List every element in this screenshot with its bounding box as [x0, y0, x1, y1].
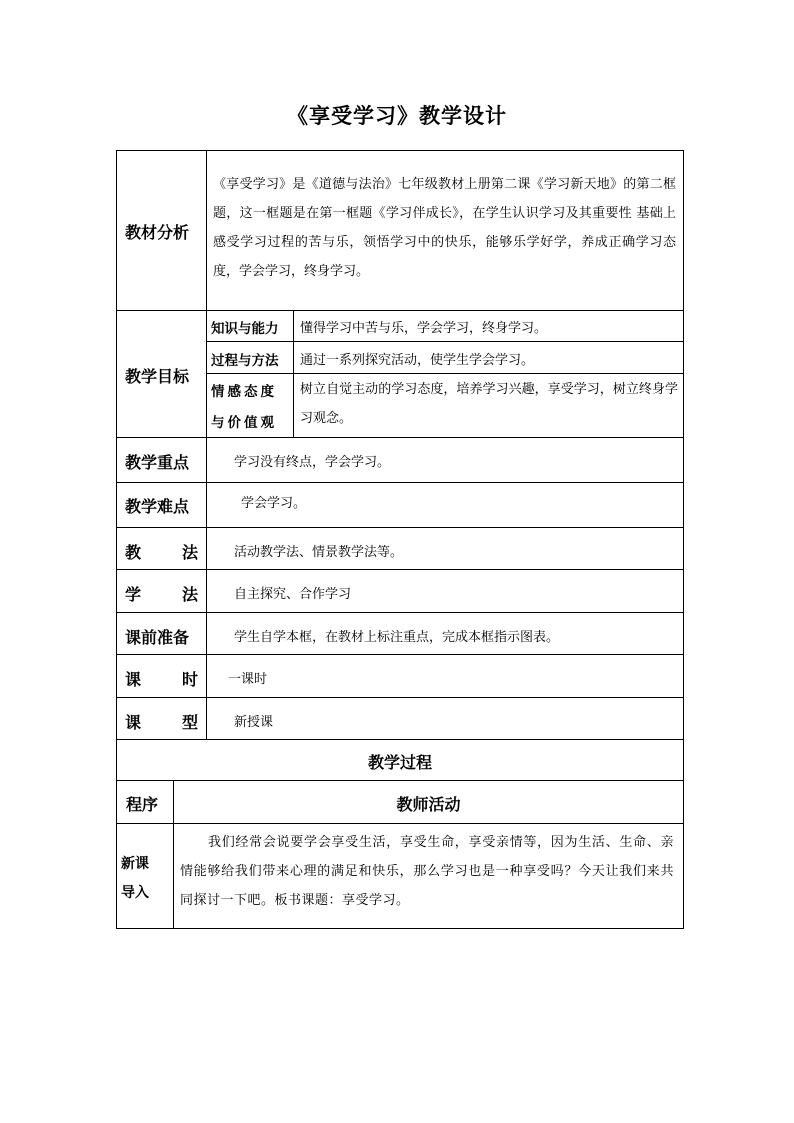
process-col-teacher-activity: 教师活动 [396, 795, 461, 814]
learning-method-value: 自主探究、合作学习 [234, 587, 352, 602]
process-step-text: 我们经常会说要学会享受生活，享受生命，享受亲情等，因为生活、生命、亲情能够给我们带来心理的满足和快乐，那么学习也是一种享受吗？今天让我们来共同探讨一下吧。板书课题：享受学习。 [180, 835, 674, 908]
objective-name-knowledge: 知识与能力 [211, 321, 279, 337]
lesson-type-label-a: 课 [125, 713, 142, 732]
process-step-line2: 导入 [121, 885, 149, 901]
row-divider [116, 437, 684, 438]
key-point-value: 学习没有终点，学会学习。 [234, 455, 391, 470]
row-divider [116, 612, 684, 613]
row-divider [116, 310, 684, 311]
row-divider [116, 739, 684, 740]
col-divider [206, 150, 207, 739]
key-point-label: 教学重点 [125, 453, 190, 472]
objective-name-process: 过程与方法 [211, 353, 279, 369]
objective-text-values: 树立自觉主动的学习态度，培养学习兴趣，享受学习，树立终身学习观念。 [300, 382, 678, 426]
lesson-type-label [125, 710, 198, 733]
learning-method-label [125, 582, 198, 605]
process-col-procedure: 程序 [126, 795, 159, 814]
process-heading: 教学过程 [367, 753, 432, 772]
objective-text-knowledge: 懂得学习中苦与乐，学会学习，终身学习。 [300, 321, 548, 336]
objective-name-values-1: 情感态度 [211, 384, 277, 400]
process-step-line1: 新课 [121, 856, 149, 872]
row-divider [116, 569, 684, 570]
row-divider [206, 341, 684, 342]
teaching-method-value: 活动教学法、情景教学法等。 [234, 545, 404, 560]
difficulty-value: 学会学习。 [241, 496, 307, 511]
objective-name-values-2: 与价值观 [211, 415, 277, 431]
objectives-label: 教学目标 [125, 367, 190, 386]
row-divider [116, 697, 684, 698]
preparation-label: 课前准备 [125, 628, 190, 647]
row-divider [206, 373, 684, 374]
learning-method-label-b: 法 [181, 585, 198, 604]
class-hours-label [125, 667, 198, 690]
learning-method-label-a: 学 [125, 585, 142, 604]
col-divider [293, 310, 294, 437]
row-divider [116, 823, 684, 824]
class-hours-label-b: 时 [181, 670, 198, 689]
teaching-method-label [125, 540, 198, 563]
page-title: 《享受学习》教学设计 [287, 104, 507, 128]
lesson-type-value: 新授课 [234, 715, 274, 730]
row-divider [116, 527, 684, 528]
objective-text-process: 通过一系列探究活动，使学生学会学习。 [300, 353, 535, 368]
class-hours-value: 一课时 [228, 672, 268, 687]
analysis-label: 教材分析 [125, 223, 190, 242]
preparation-value: 学生自学本框，在教材上标注重点，完成本框指示图表。 [234, 630, 560, 645]
lesson-type-label-b: 型 [181, 713, 198, 732]
row-divider [116, 482, 684, 483]
class-hours-label-a: 课 [125, 670, 142, 689]
row-divider [116, 654, 684, 655]
teaching-method-label-b: 法 [181, 543, 198, 562]
teaching-method-label-a: 教 [125, 543, 142, 562]
difficulty-label: 教学难点 [125, 497, 190, 516]
row-divider [116, 780, 684, 781]
analysis-text: 《享受学习》是《道德与法治》七年级教材上册第二课《学习新天地》的第二框题，这一框题是在第一框题《学习伴成长》，在学生认识学习及其重要性 基础上感受学习过程的苦与乐，领悟学习中的快乐，能够乐学好学，养成正确学习态度，学会学习，终身学习。 [213, 177, 676, 279]
